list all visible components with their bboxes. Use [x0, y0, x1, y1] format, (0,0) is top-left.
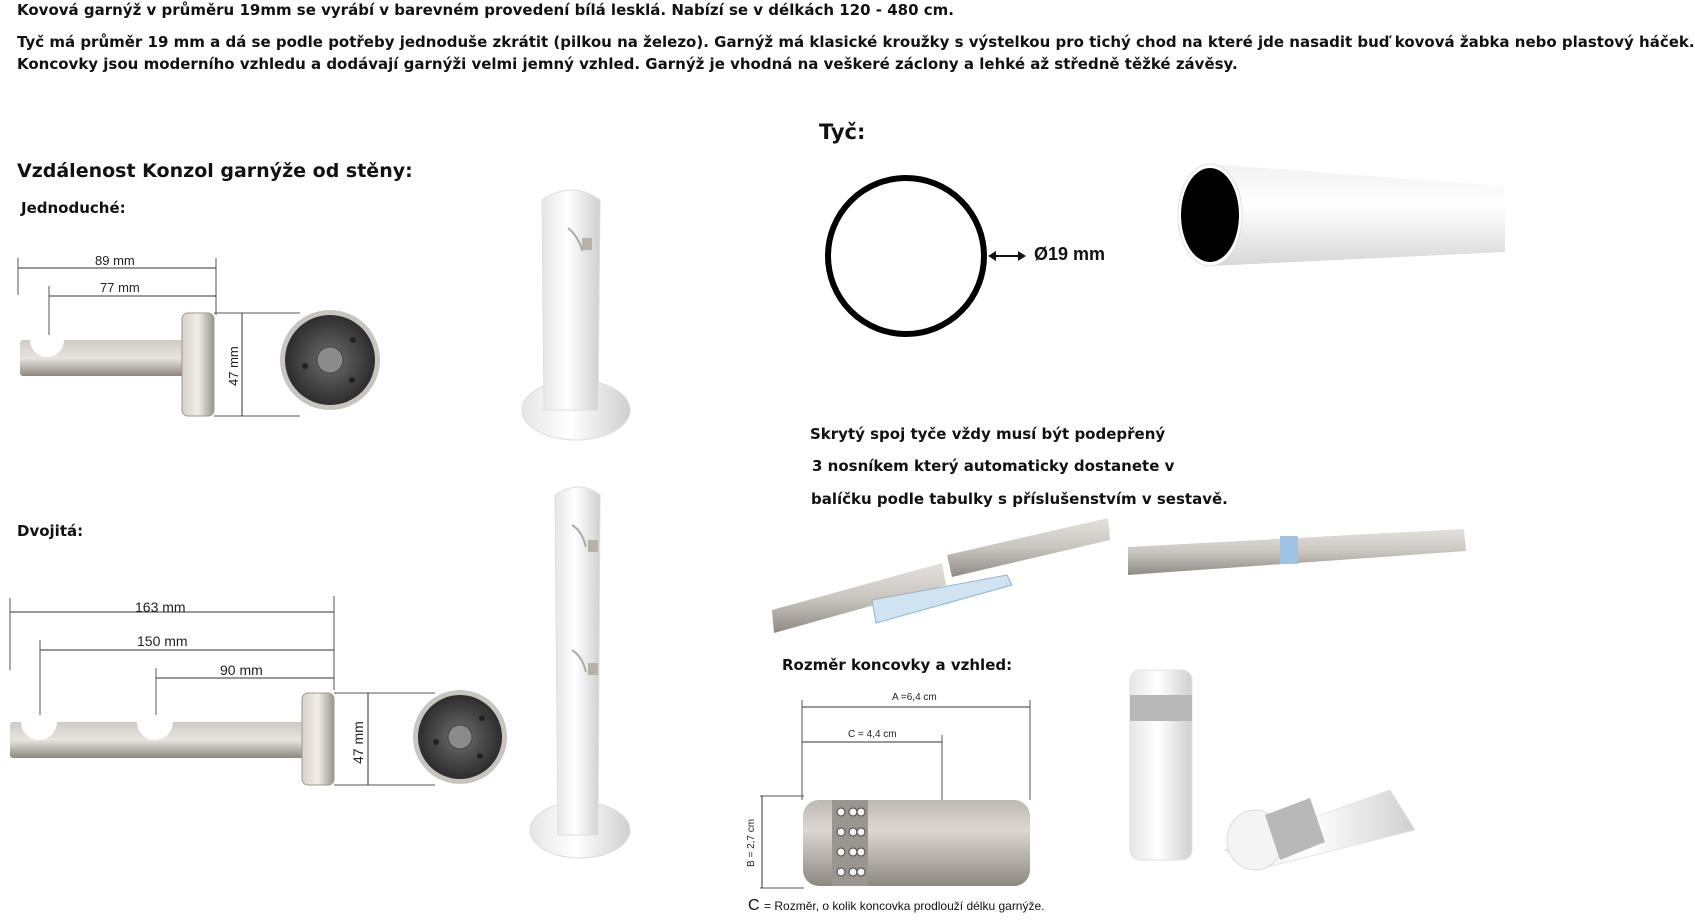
- double-dim-labels: [0, 590, 520, 800]
- finial-dim-labels: [740, 680, 1060, 920]
- intro-line-2: Tyč má průměr 19 mm a dá se podle potřeby jednoduše zkrátit (pilkou na železo). Garnýž má klasické kroužky s výstelkou pro tichý chod na které jde nasadit buď kovová žabka nebo plastový háček.: [17, 33, 1695, 51]
- finial-caption-text: = Rozměr, o kolik koncovka prodlouží délku garnýže.: [764, 899, 1045, 913]
- single-bracket-label: Jednoduché:: [21, 199, 126, 217]
- double-bracket-label: Dvojitá:: [17, 522, 84, 540]
- single-dim-inner: 77 mm: [100, 280, 140, 295]
- single-dim-labels: [0, 240, 400, 430]
- rod-joint-photo-open: [772, 515, 1112, 640]
- rod-joint-photo-closed: [1128, 525, 1468, 585]
- intro-line-3: Koncovky jsou moderního vzhledu a dodávají garnýži velmi jemný vzhled. Garnýž je vhodná na veškeré záclony a lehké až středně těžké závěsy.: [17, 55, 1238, 73]
- intro-line-1: Kovová garnýž v průměru 19mm se vyrábí v barevném provedení bílá lesklá. Nabízí se v délkách 120 - 480 cm.: [17, 1, 954, 19]
- finial-heading: Rozměr koncovky a vzhled:: [782, 656, 1013, 674]
- finial-dim-b: B = 2,7 cm: [746, 818, 757, 867]
- joint-note-line-2: 3 nosníkem který automaticky dostanete v: [812, 457, 1175, 475]
- rod-diameter: Ø19 mm: [1034, 244, 1106, 264]
- double-dim-height: 47 mm: [350, 721, 366, 764]
- rod-heading: Tyč:: [819, 120, 866, 144]
- finial-dim-c: C = 4,4 cm: [848, 729, 897, 740]
- single-bracket-photo: [500, 170, 650, 470]
- double-dim-inner: 90 mm: [220, 662, 263, 678]
- rod-photo: [1170, 150, 1505, 280]
- finial-caption-letter: C: [748, 897, 760, 914]
- finial-caption: [748, 897, 1045, 915]
- double-dim-outer: 163 mm: [135, 599, 186, 615]
- joint-note-line-1: Skrytý spoj tyče vždy musí být podepřený: [810, 425, 1166, 443]
- finial-photo: [1115, 660, 1415, 870]
- single-dim-outer: 89 mm: [95, 253, 135, 268]
- joint-note-line-3: balíčku podle tabulky s příslušenstvím v sestavě.: [811, 490, 1228, 508]
- brackets-heading: Vzdálenost Konzol garnýže od stěny:: [17, 160, 413, 182]
- double-bracket-photo: [520, 485, 650, 875]
- finial-dim-a: A =6,4 cm: [892, 692, 937, 703]
- double-dim-mid: 150 mm: [137, 633, 188, 649]
- single-dim-height: 47 mm: [226, 346, 241, 386]
